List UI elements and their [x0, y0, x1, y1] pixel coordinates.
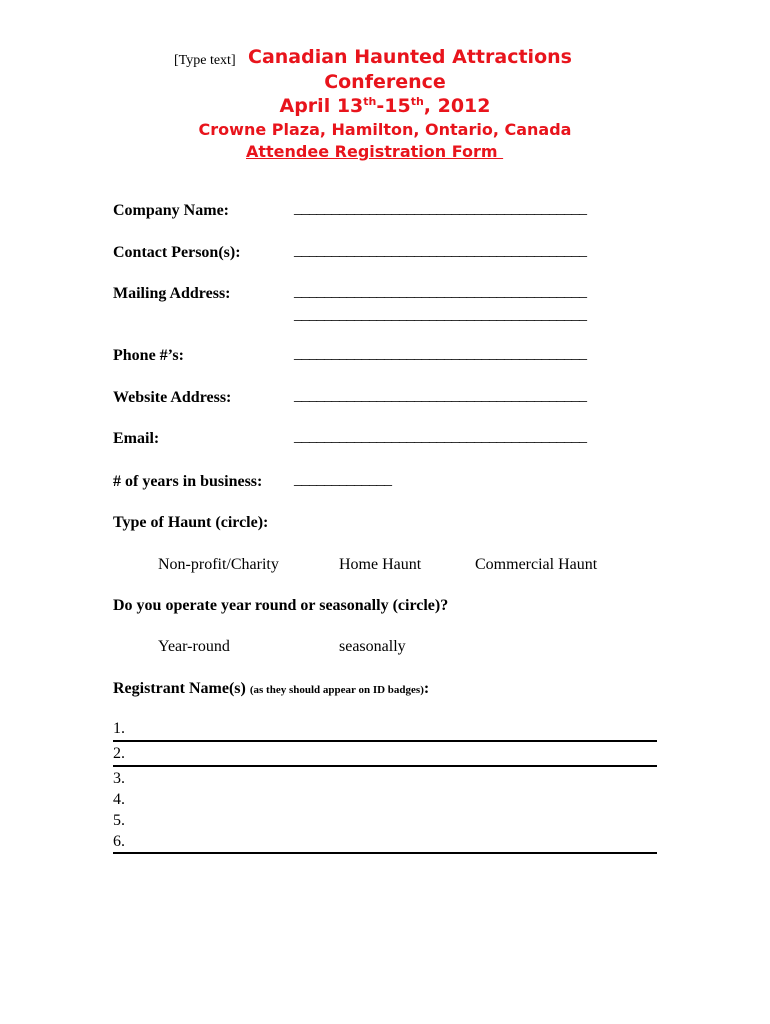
conference-title-line1: Canadian Haunted Attractions	[248, 46, 572, 68]
years-in-business-label: # of years in business:	[113, 473, 263, 490]
conference-date: April 13th-15th, 2012	[279, 95, 491, 117]
registrant-names-label: Registrant Name(s) (as they should appear on ID badges):	[113, 680, 430, 697]
registrant-names-note: (as they should appear on ID badges)	[249, 684, 424, 696]
website-label: Website Address:	[113, 389, 232, 406]
registrant-number-5: 5.	[113, 812, 125, 829]
mailing-address-field-line1[interactable]: _______________________________________	[294, 283, 587, 300]
registrant-number-4: 4.	[113, 791, 125, 808]
registrant-line-1[interactable]	[113, 740, 657, 742]
conference-venue: Crowne Plaza, Hamilton, Ontario, Canada	[198, 120, 572, 139]
form-title: Attendee Registration Form	[246, 142, 504, 161]
phone-field[interactable]: _______________________________________	[294, 345, 587, 362]
registrant-number-3: 3.	[113, 770, 125, 787]
mailing-address-label: Mailing Address:	[113, 285, 231, 302]
haunt-type-label: Type of Haunt (circle):	[113, 514, 269, 531]
mailing-address-field-line2[interactable]: _______________________________________	[294, 306, 587, 323]
company-name-field[interactable]: _______________________________________	[294, 200, 587, 217]
haunt-option-commercial[interactable]: Commercial Haunt	[475, 556, 598, 573]
haunt-option-home[interactable]: Home Haunt	[339, 556, 422, 573]
email-label: Email:	[113, 430, 160, 447]
registrant-number-1: 1.	[113, 720, 125, 737]
registrant-number-6: 6.	[113, 833, 125, 850]
contact-person-field[interactable]: _______________________________________	[294, 242, 587, 259]
registrant-number-2: 2.	[113, 745, 125, 762]
contact-person-label: Contact Person(s):	[113, 244, 241, 261]
company-name-label: Company Name:	[113, 202, 229, 219]
registrant-line-2[interactable]	[113, 765, 657, 767]
header-placeholder-text: [Type text]	[174, 53, 236, 68]
phone-label: Phone #’s:	[113, 347, 184, 364]
haunt-option-nonprofit[interactable]: Non-profit/Charity	[158, 556, 279, 573]
operation-option-seasonally[interactable]: seasonally	[339, 638, 406, 655]
operation-label: Do you operate year round or seasonally (circle)?	[113, 597, 449, 614]
conference-title-line2: Conference	[324, 71, 446, 93]
website-field[interactable]: _______________________________________	[294, 387, 587, 404]
registrant-line-6[interactable]	[113, 852, 657, 854]
years-in-business-field[interactable]: _____________	[294, 471, 392, 488]
operation-option-year-round[interactable]: Year-round	[158, 638, 230, 655]
email-field[interactable]: _______________________________________	[294, 428, 587, 445]
